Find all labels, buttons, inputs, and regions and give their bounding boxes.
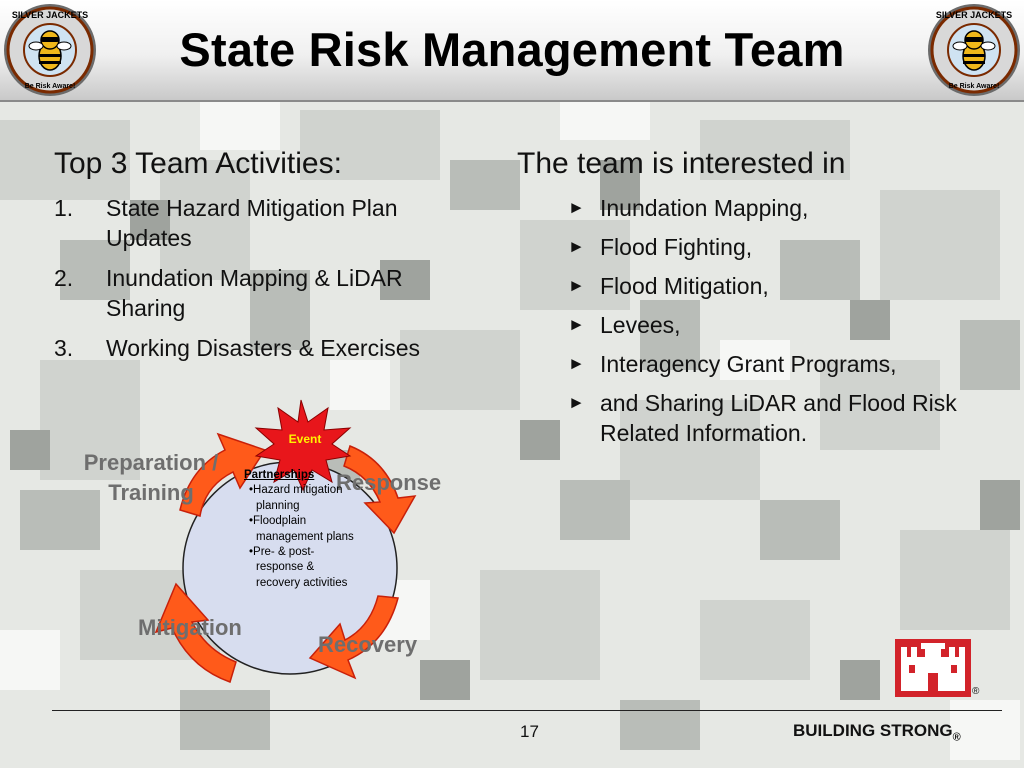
list-item [568,232,968,262]
triangle-bullet-icon: ► [568,315,585,334]
event-label: Event [288,432,322,446]
list-item [568,310,968,340]
list-number: 3. [54,335,74,361]
svg-text:Be Risk Aware!: Be Risk Aware! [24,83,76,90]
list-text: Levees, [600,312,681,338]
list-text: Inundation Mapping, [600,195,809,221]
list-text: Inundation Mapping & LiDAR Sharing [106,265,403,321]
registered-mark: ® [972,686,980,697]
interests-list [568,193,968,457]
list-item [568,349,968,379]
slogan-registered-mark: ® [952,731,961,744]
slogan-text: BUILDING STRONG [793,721,953,740]
silver-jackets-logo [926,2,1022,98]
list-text: Flood Mitigation, [600,273,769,299]
triangle-bullet-icon: ► [568,354,585,373]
list-number: 2. [54,265,74,291]
list-number: 1. [54,195,74,221]
building-strong-slogan [793,721,961,743]
page-number: 17 [520,722,539,741]
list-text: Flood Fighting, [600,234,753,260]
partnership-item: •Hazard mitigation planning [249,484,343,512]
recovery-label: Recovery [318,632,418,657]
triangle-bullet-icon: ► [568,393,585,412]
svg-text:SILVER JACKETS: SILVER JACKETS [935,10,1013,20]
page-title: State Risk Management Team [179,23,845,76]
svg-text:SILVER JACKETS: SILVER JACKETS [11,10,89,20]
preparation-training-label: Preparation / Training [83,450,219,505]
list-item [568,388,968,448]
emergency-cycle-diagram [60,398,480,698]
list-text: and Sharing LiDAR and Flood Risk Related Information. [600,390,957,446]
header-bar [0,0,1024,102]
mitigation-label: Mitigation [138,615,242,640]
list-item [568,271,968,301]
list-text: State Hazard Mitigation Plan Updates [106,195,398,251]
triangle-bullet-icon: ► [568,237,585,256]
partnerships-box [244,468,354,591]
activities-heading: Top 3 Team Activities: [54,147,342,180]
list-item [568,193,968,223]
footer-divider [52,710,1002,711]
partnerships-title: Partnerships [244,469,315,481]
triangle-bullet-icon: ► [568,198,585,217]
triangle-bullet-icon: ► [568,276,585,295]
interests-heading: The team is interested in [517,147,846,180]
svg-text:Be Risk Aware!: Be Risk Aware! [948,83,1000,90]
partnership-item: •Floodplain management plans [249,515,354,543]
response-label: Response [336,470,442,495]
partnership-item: •Pre- & post-response & recovery activities [249,546,348,589]
usace-castle-logo [895,639,975,699]
list-text: Interagency Grant Programs, [600,351,897,377]
list-text: Working Disasters & Exercises [106,335,420,361]
